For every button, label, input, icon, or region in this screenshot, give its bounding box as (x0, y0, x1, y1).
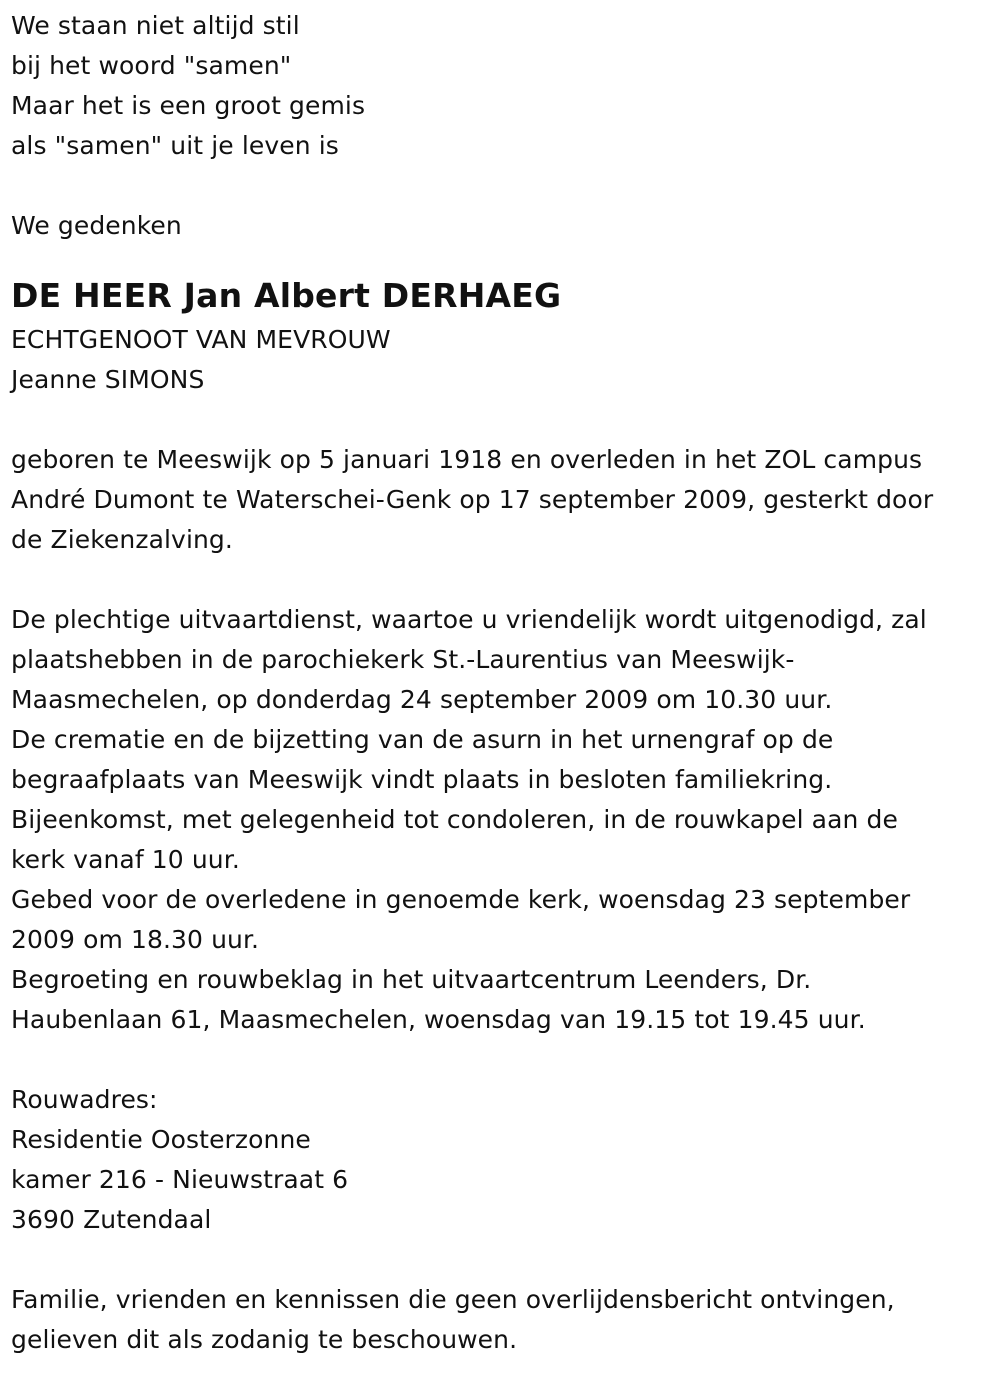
ceremony-paragraph (11, 600, 1000, 1040)
address-line: kamer 216 - Nieuwstraat 6 (11, 1165, 349, 1194)
paragraph-line: begraafplaats van Meeswijk vindt plaats in besloten familiekring. (11, 765, 833, 794)
relation-line: ECHTGENOOT VAN MEVROUW (11, 325, 391, 354)
address-line: 3690 Zutendaal (11, 1205, 212, 1234)
intro-text: We gedenken (11, 211, 182, 240)
address-line: Residentie Oosterzonne (11, 1125, 311, 1154)
paragraph-line: De plechtige uitvaartdienst, waartoe u vriendelijk wordt uitgenodigd, zal (11, 605, 927, 634)
paragraph-line: Bijeenkomst, met gelegenheid tot condoleren, in de rouwkapel aan de (11, 805, 898, 834)
poem-line: We staan niet altijd stil (11, 11, 300, 40)
paragraph-line: gelieven dit als zodanig te beschouwen. (11, 1325, 518, 1354)
poem-line: bij het woord "samen" (11, 51, 292, 80)
paragraph-line: Gebed voor de overledene in genoemde kerk, woensdag 23 september (11, 885, 911, 914)
spacer (11, 400, 1000, 440)
spacer (11, 560, 1000, 600)
spacer (11, 1040, 1000, 1080)
paragraph-line: plaatshebben in de parochiekerk St.-Laurentius van Meeswijk- (11, 645, 795, 674)
paragraph-line: geboren te Meeswijk op 5 januari 1918 en overleden in het ZOL campus (11, 445, 923, 474)
paragraph-line: André Dumont te Waterschei-Genk op 17 september 2009, gesterkt door (11, 485, 934, 514)
birth-death-paragraph (11, 440, 1000, 560)
spouse-name: Jeanne SIMONS (11, 365, 205, 394)
address-label: Rouwadres: (11, 1085, 158, 1114)
spacer (11, 166, 1000, 206)
paragraph-line: Begroeting en rouwbeklag in het uitvaartcentrum Leenders, Dr. (11, 965, 812, 994)
paragraph-line: Familie, vrienden en kennissen die geen overlijdensbericht ontvingen, (11, 1285, 895, 1314)
paragraph-line: de Ziekenzalving. (11, 525, 233, 554)
poem-section (11, 6, 1000, 166)
poem-line: als "samen" uit je leven is (11, 131, 339, 160)
paragraph-line: 2009 om 18.30 uur. (11, 925, 260, 954)
spacer (11, 1240, 1000, 1280)
poem-line: Maar het is een groot gemis (11, 91, 366, 120)
paragraph-line: kerk vanaf 10 uur. (11, 845, 240, 874)
deceased-name: DE HEER Jan Albert DERHAEG (11, 276, 562, 315)
paragraph-line: Maasmechelen, op donderdag 24 september 2009 om 10.30 uur. (11, 685, 833, 714)
mourning-address (11, 1080, 1000, 1240)
paragraph-line: Haubenlaan 61, Maasmechelen, woensdag van 19.15 tot 19.45 uur. (11, 1005, 866, 1034)
paragraph-line: De crematie en de bijzetting van de asurn in het urnengraf op de (11, 725, 834, 754)
closing-note (11, 1280, 1000, 1360)
